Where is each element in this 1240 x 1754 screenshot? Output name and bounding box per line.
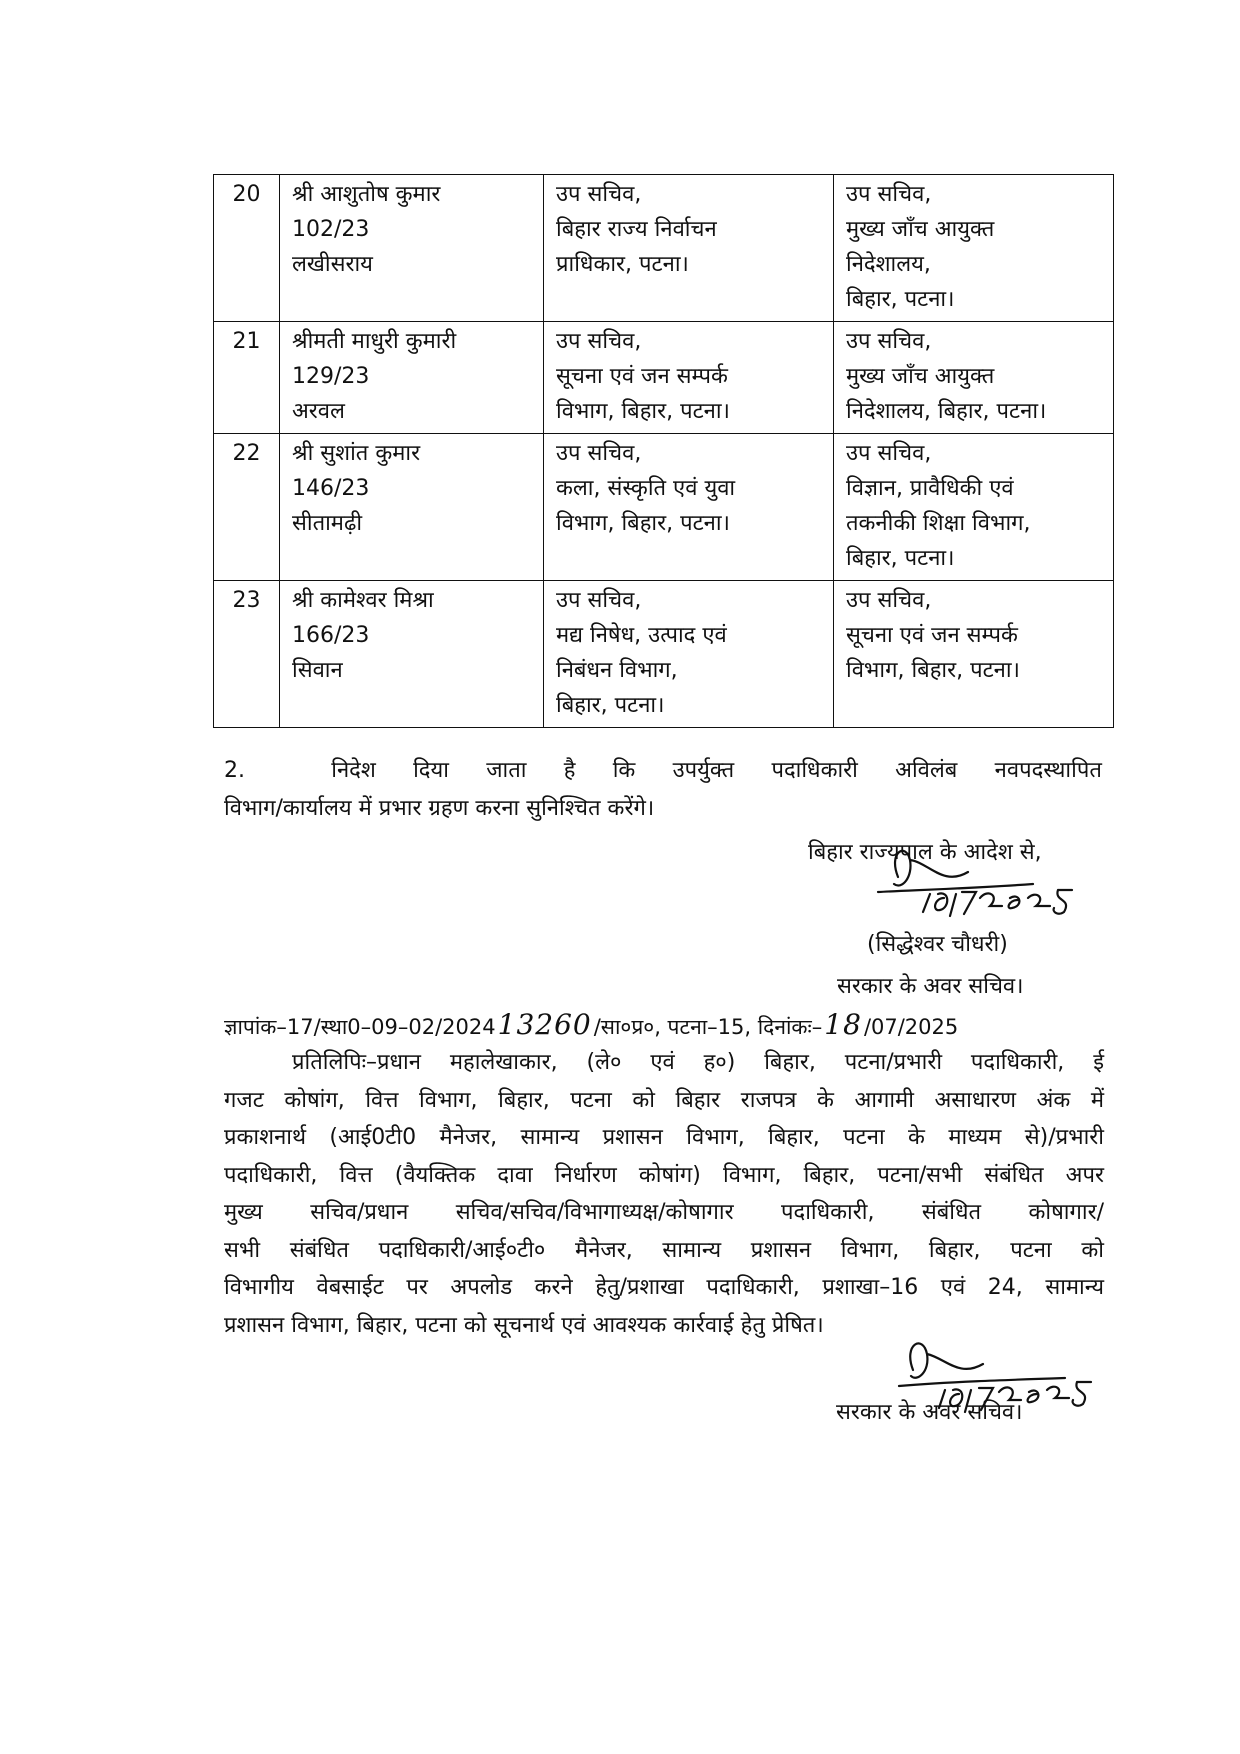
new-post-cell-line: उप सचिव, — [846, 441, 932, 466]
officer-cell-line: 146/23 — [292, 476, 370, 501]
current-post-cell — [544, 322, 834, 434]
direction-word: कि — [612, 758, 636, 783]
officer-cell-line: 102/23 — [292, 217, 370, 242]
posting-table — [213, 174, 1114, 728]
paragraph-number: 2. — [224, 758, 245, 783]
signature-block-copy-designation: सरकार के अवर सचिव। — [836, 1400, 1023, 1425]
new-post-cell — [834, 581, 1114, 728]
officer-designation: सरकार के अवर सचिव। — [837, 974, 1024, 999]
copy-line: प्रतिलिपिः–प्रधान महालेखाकार, (ले० एवं ह०) बिहार, पटना/प्रभारी पदाधिकारी, ई — [292, 1050, 1104, 1075]
serial-cell: 23 — [214, 581, 280, 728]
officer-cell — [280, 434, 544, 581]
current-post-cell-line: निबंधन विभाग, — [556, 658, 678, 683]
new-post-cell-line: सूचना एवं जन सम्पर्क — [846, 623, 1018, 648]
officer-cell-line: सीतामढ़ी — [292, 511, 363, 536]
new-post-cell-line: उप सचिव, — [846, 588, 932, 613]
officer-cell-line: श्री कामेश्वर मिश्रा — [292, 588, 434, 613]
current-post-cell-line: उप सचिव, — [556, 441, 642, 466]
new-post-cell-line: उप सचिव, — [846, 182, 932, 207]
direction-word: पदाधिकारी — [771, 758, 858, 783]
officer-name: (सिद्धेश्वर चौधरी) — [867, 932, 1008, 957]
current-post-cell-line: प्राधिकार, पटना। — [556, 252, 689, 277]
new-post-cell-line: उप सचिव, — [846, 329, 932, 354]
direction-word: जाता — [486, 758, 527, 783]
officer-cell-line: 129/23 — [292, 364, 370, 389]
current-post-cell — [544, 434, 834, 581]
memo-date-rest: /07/2025 — [863, 1015, 959, 1039]
direction-word: है — [563, 758, 576, 783]
current-post-cell-line: विभाग, बिहार, पटना। — [556, 399, 730, 424]
serial-cell: 21 — [214, 322, 280, 434]
posting-table-body — [214, 175, 1114, 728]
new-post-cell-line: निदेशालय, बिहार, पटना। — [846, 399, 1047, 424]
new-post-cell-line: मुख्य जाँच आयुक्त — [846, 364, 995, 389]
current-post-cell-line: बिहार राज्य निर्वाचन — [556, 217, 717, 242]
direction-paragraph — [224, 752, 1102, 828]
memo-handwritten-number: 13260 — [497, 1008, 592, 1041]
direction-word: अविलंब — [895, 758, 958, 783]
copy-line: प्रकाशनार्थ (आई0टी0 मैनेजर, सामान्य प्रशासन विभाग, बिहार, पटना के माध्यम से)/प्रभारी — [224, 1125, 1104, 1150]
new-post-cell-line: मुख्य जाँच आयुक्त — [846, 217, 995, 242]
new-post-cell-line: विज्ञान, प्रावैधिकी एवं — [846, 476, 1014, 501]
current-post-cell — [544, 175, 834, 322]
officer-cell-line: सिवान — [292, 658, 343, 683]
memo-suffix: /सा०प्र०, पटना–15, दिनांकः– — [593, 1015, 823, 1039]
copy-line: विभागीय वेबसाईट पर अपलोड करने हेतु/प्रशाखा पदाधिकारी, प्रशाखा–16 एवं 24, सामान्य — [224, 1275, 1104, 1300]
current-post-cell-line: सूचना एवं जन सम्पर्क — [556, 364, 728, 389]
copy-line: गजट कोषांग, वित्त विभाग, बिहार, पटना को बिहार राजपत्र के आगामी असाधारण अंक में — [224, 1087, 1104, 1113]
copy-line: प्रशासन विभाग, बिहार, पटना को सूचनार्थ एवं आवश्यक कार्रवाई हेतु प्रेषित। — [224, 1312, 824, 1338]
officer-cell-line: श्री सुशांत कुमार — [292, 441, 421, 466]
direction-line-2: विभाग/कार्यालय में प्रभार ग्रहण करना सुनिश्चित करेंगे। — [224, 796, 655, 821]
officer-cell-line: 166/23 — [292, 623, 370, 648]
current-post-cell-line: बिहार, पटना। — [556, 693, 665, 718]
by-order-text: बिहार राज्यपाल के आदेश से, — [808, 840, 1042, 865]
new-post-cell — [834, 175, 1114, 322]
table-row — [214, 581, 1114, 728]
new-post-cell-line: बिहार, पटना। — [846, 287, 955, 312]
new-post-cell — [834, 434, 1114, 581]
officer-cell — [280, 581, 544, 728]
memo-line — [224, 1008, 1104, 1041]
copy-line: पदाधिकारी, वित्त (वैयक्तिक दावा निर्धारण कोषांग) विभाग, बिहार, पटना/सभी संबंधित अपर — [224, 1162, 1104, 1188]
serial-cell: 22 — [214, 434, 280, 581]
officer-cell-line: श्री आशुतोष कुमार — [292, 182, 441, 207]
current-post-cell-line: कला, संस्कृति एवं युवा — [556, 476, 736, 501]
current-post-cell-line: उप सचिव, — [556, 588, 642, 613]
memo-prefix: ज्ञापांक–17/स्था0–09–02/2024 — [224, 1015, 496, 1039]
direction-line-1 — [224, 752, 1102, 790]
direction-word: निदेश — [331, 758, 376, 783]
direction-word: उपर्युक्त — [672, 758, 735, 783]
officer-cell-line: अरवल — [292, 399, 345, 424]
serial-cell: 20 — [214, 175, 280, 322]
handwritten-signature — [858, 832, 1118, 932]
copy-line: मुख्य सचिव/प्रधान सचिव/सचिव/विभागाध्यक्ष/कोषागार पदाधिकारी, संबंधित कोषागार/ — [224, 1200, 1104, 1225]
direction-word: दिया — [413, 758, 449, 783]
current-post-cell-line: विभाग, बिहार, पटना। — [556, 511, 730, 536]
direction-word: नवपदस्थापित — [994, 758, 1102, 783]
new-post-cell-line: तकनीकी शिक्षा विभाग, — [846, 511, 1031, 536]
officer-cell-line: लखीसराय — [292, 252, 373, 277]
new-post-cell — [834, 322, 1114, 434]
table-row — [214, 434, 1114, 581]
officer-cell — [280, 322, 544, 434]
copy-line: सभी संबंधित पदाधिकारी/आई०टी० मैनेजर, सामान्य प्रशासन विभाग, बिहार, पटना को — [224, 1237, 1104, 1263]
officer-cell-line: श्रीमती माधुरी कुमारी — [292, 329, 457, 354]
new-post-cell-line: निदेशालय, — [846, 252, 931, 277]
current-post-cell — [544, 581, 834, 728]
memo-handwritten-day: 18 — [824, 1008, 862, 1041]
current-post-cell-line: उप सचिव, — [556, 329, 642, 354]
table-row — [214, 322, 1114, 434]
current-post-cell-line: उप सचिव, — [556, 182, 642, 207]
table-row — [214, 175, 1114, 322]
new-post-cell-line: बिहार, पटना। — [846, 546, 955, 571]
copy-distribution-paragraph — [224, 1044, 1104, 1344]
current-post-cell-line: मद्य निषेध, उत्पाद एवं — [556, 623, 727, 648]
officer-cell — [280, 175, 544, 322]
new-post-cell-line: विभाग, बिहार, पटना। — [846, 658, 1020, 683]
